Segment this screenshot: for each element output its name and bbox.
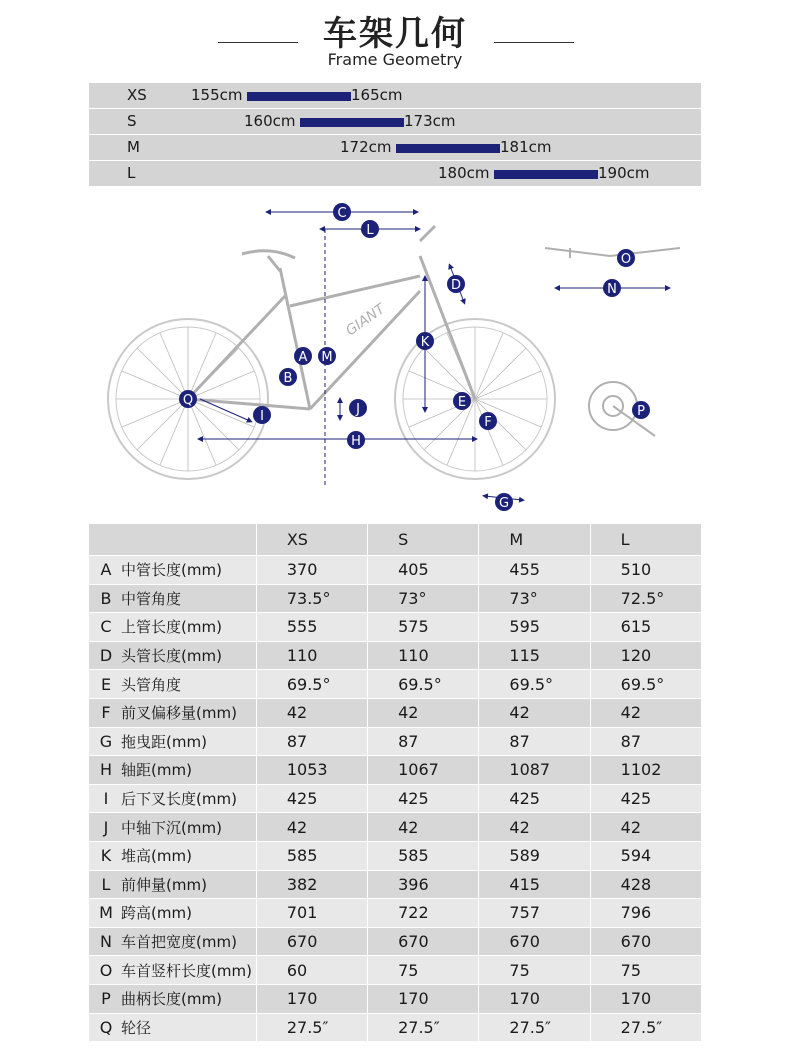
table-row: [89, 613, 701, 642]
header-blank-cell: [89, 524, 256, 556]
value-cell: 87: [479, 727, 590, 756]
dimension-name: 中管长度(mm): [121, 561, 222, 580]
size-label: L: [127, 164, 136, 182]
dimension-name: 上管长度(mm): [121, 618, 222, 637]
height-range-bar: [396, 144, 500, 153]
value-cell: 370: [256, 556, 367, 585]
svg-text:J: J: [356, 402, 360, 417]
value-cell: 87: [256, 727, 367, 756]
dimension-letter: A: [100, 560, 112, 580]
svg-text:G: G: [498, 496, 510, 511]
svg-text:F: F: [484, 415, 492, 430]
dimension-letter: F: [101, 703, 111, 723]
height-range-bar: [300, 118, 404, 127]
height-range-bar: [494, 170, 598, 179]
value-cell: 69.5°: [368, 670, 479, 699]
marker-k: [416, 332, 434, 350]
size-label: M: [127, 138, 140, 156]
value-cell: 1067: [368, 756, 479, 785]
value-cell: 575: [368, 613, 479, 642]
value-cell: 27.5″: [590, 1013, 701, 1042]
table-row: [89, 956, 701, 985]
svg-text:D: D: [450, 278, 462, 293]
table-row: [89, 670, 701, 699]
table-row: [89, 1013, 701, 1042]
dimension-name: 车首竖杆长度(mm): [121, 961, 252, 980]
size-row-xs: [89, 83, 701, 108]
height-max: 173cm: [404, 112, 456, 130]
value-cell: 69.5°: [256, 670, 367, 699]
value-cell: 555: [256, 613, 367, 642]
marker-d: [447, 275, 465, 293]
marker-o: [617, 249, 635, 267]
value-cell: 75: [590, 956, 701, 985]
value-cell: 722: [368, 899, 479, 928]
value-cell: 796: [590, 899, 701, 928]
value-cell: 27.5″: [368, 1013, 479, 1042]
row-label-cell: [89, 613, 256, 642]
value-cell: 42: [256, 813, 367, 842]
dimension-name: 前伸量(mm): [121, 875, 207, 894]
table-row: [89, 984, 701, 1013]
row-label-cell: [89, 641, 256, 670]
table-row: [89, 698, 701, 727]
value-cell: 87: [368, 727, 479, 756]
row-label-cell: [89, 899, 256, 928]
size-chart: [89, 83, 701, 187]
value-cell: 75: [368, 956, 479, 985]
value-cell: 120: [590, 641, 701, 670]
svg-text:N: N: [607, 282, 617, 297]
column-header: XS: [256, 524, 367, 556]
dimension-markers: [179, 203, 650, 511]
dimension-name: 头管长度(mm): [121, 647, 222, 666]
svg-text:C: C: [337, 206, 347, 221]
marker-l: [361, 220, 379, 238]
svg-text:M: M: [321, 350, 333, 365]
page-title: 车架几何: [323, 14, 467, 54]
dimension-letter: I: [103, 789, 109, 809]
value-cell: 170: [256, 984, 367, 1013]
height-max: 165cm: [351, 86, 403, 104]
table-row: [89, 841, 701, 870]
value-cell: 1102: [590, 756, 701, 785]
dimension-letter: O: [99, 960, 113, 980]
dimension-name: 曲柄长度(mm): [121, 990, 222, 1009]
height-min: 155cm: [191, 86, 243, 104]
dimension-name: 中管角度: [121, 589, 182, 608]
page-header: [0, 0, 790, 80]
value-cell: 585: [368, 841, 479, 870]
marker-b: [279, 368, 297, 386]
row-label-cell: [89, 870, 256, 899]
table-header-row: [89, 524, 701, 556]
value-cell: 415: [479, 870, 590, 899]
value-cell: 42: [368, 698, 479, 727]
table-row: [89, 813, 701, 842]
size-label: S: [127, 112, 137, 130]
value-cell: 670: [256, 927, 367, 956]
svg-text:A: A: [298, 350, 308, 365]
value-cell: 42: [590, 698, 701, 727]
table-row: [89, 584, 701, 613]
marker-h: [347, 431, 365, 449]
value-cell: 110: [256, 641, 367, 670]
value-cell: 455: [479, 556, 590, 585]
marker-m: [318, 347, 336, 365]
bike-geometry-diagram: [100, 196, 700, 521]
handlebar-drawing: [545, 248, 680, 258]
marker-q: [179, 390, 197, 408]
page-subtitle: Frame Geometry: [327, 50, 463, 69]
row-label-cell: [89, 784, 256, 813]
marker-g: [495, 493, 513, 511]
value-cell: 425: [479, 784, 590, 813]
marker-j: [349, 399, 367, 417]
marker-e: [453, 392, 471, 410]
height-max: 181cm: [500, 138, 552, 156]
dimension-name: 轴距(mm): [121, 761, 192, 780]
row-label-cell: [89, 698, 256, 727]
value-cell: 405: [368, 556, 479, 585]
svg-text:Q: Q: [182, 393, 194, 408]
table-row: [89, 899, 701, 928]
row-label-cell: [89, 841, 256, 870]
marker-a: [294, 347, 312, 365]
value-cell: 110: [368, 641, 479, 670]
table-row: [89, 784, 701, 813]
height-min: 172cm: [340, 138, 392, 156]
dimension-letter: B: [100, 588, 112, 608]
value-cell: 585: [256, 841, 367, 870]
dimension-name: 堆高(mm): [121, 847, 192, 866]
row-label-cell: [89, 984, 256, 1013]
row-label-cell: [89, 1013, 256, 1042]
value-cell: 594: [590, 841, 701, 870]
row-label-cell: [89, 927, 256, 956]
value-cell: 42: [590, 813, 701, 842]
value-cell: 170: [590, 984, 701, 1013]
row-label-cell: [89, 813, 256, 842]
dimension-name: 中轴下沉(mm): [121, 818, 222, 837]
value-cell: 73°: [479, 584, 590, 613]
value-cell: 115: [479, 641, 590, 670]
geometry-table: [89, 524, 701, 1042]
marker-p: [632, 401, 650, 419]
value-cell: 595: [479, 613, 590, 642]
svg-text:B: B: [283, 371, 293, 386]
size-row-m: [89, 135, 701, 160]
table-row: [89, 641, 701, 670]
dimension-name: 拖曳距(mm): [121, 732, 207, 751]
dimension-letter: H: [99, 760, 113, 780]
height-max: 190cm: [598, 164, 650, 182]
dimension-letter: P: [101, 989, 111, 1009]
marker-c: [333, 203, 351, 221]
height-range-bar: [247, 92, 351, 101]
value-cell: 701: [256, 899, 367, 928]
dimension-name: 前叉偏移量(mm): [121, 704, 237, 723]
value-cell: 670: [368, 927, 479, 956]
dimension-letter: J: [103, 817, 109, 837]
dimension-letter: Q: [99, 1017, 113, 1037]
value-cell: 72.5°: [590, 584, 701, 613]
row-label-cell: [89, 556, 256, 585]
marker-i: [253, 406, 271, 424]
table-row: [89, 927, 701, 956]
svg-text:I: I: [260, 409, 264, 424]
value-cell: 589: [479, 841, 590, 870]
value-cell: 42: [256, 698, 367, 727]
value-cell: 1087: [479, 756, 590, 785]
value-cell: 42: [479, 813, 590, 842]
row-label-cell: [89, 756, 256, 785]
frame-brand-logo: GIANT: [343, 301, 389, 340]
marker-f: [479, 412, 497, 430]
marker-n: [603, 279, 621, 297]
svg-text:O: O: [620, 252, 632, 267]
value-cell: 425: [368, 784, 479, 813]
svg-text:P: P: [637, 404, 645, 419]
table-row: [89, 756, 701, 785]
value-cell: 396: [368, 870, 479, 899]
value-cell: 73°: [368, 584, 479, 613]
dimension-name: 头管角度: [121, 675, 182, 694]
value-cell: 73.5°: [256, 584, 367, 613]
svg-text:K: K: [420, 335, 430, 350]
table-row: [89, 870, 701, 899]
column-header: M: [479, 524, 590, 556]
dimension-letter: K: [100, 846, 112, 866]
dimension-letter: C: [100, 617, 112, 637]
value-cell: 615: [590, 613, 701, 642]
value-cell: 69.5°: [479, 670, 590, 699]
height-min: 160cm: [244, 112, 296, 130]
value-cell: 1053: [256, 756, 367, 785]
dimension-letter: L: [101, 874, 111, 894]
dimension-letter: N: [100, 932, 112, 952]
value-cell: 69.5°: [590, 670, 701, 699]
dimension-name: 后下叉长度(mm): [121, 790, 237, 809]
value-cell: 60: [256, 956, 367, 985]
value-cell: 425: [256, 784, 367, 813]
value-cell: 670: [479, 927, 590, 956]
row-label-cell: [89, 727, 256, 756]
row-label-cell: [89, 670, 256, 699]
value-cell: 170: [368, 984, 479, 1013]
value-cell: 42: [368, 813, 479, 842]
value-cell: 27.5″: [479, 1013, 590, 1042]
svg-text:E: E: [457, 395, 467, 410]
table-row: [89, 556, 701, 585]
value-cell: 87: [590, 727, 701, 756]
height-min: 180cm: [438, 164, 490, 182]
size-row-s: [89, 109, 701, 134]
dimension-name: 跨高(mm): [121, 904, 192, 923]
svg-text:L: L: [366, 223, 374, 238]
column-header: L: [590, 524, 701, 556]
svg-text:H: H: [351, 434, 361, 449]
value-cell: 42: [479, 698, 590, 727]
size-label: XS: [127, 86, 147, 104]
size-row-l: [89, 161, 701, 186]
dimension-name: 轮径: [121, 1018, 152, 1037]
dimension-name: 车首把宽度(mm): [121, 933, 237, 952]
table-row: [89, 727, 701, 756]
row-label-cell: [89, 584, 256, 613]
value-cell: 27.5″: [256, 1013, 367, 1042]
value-cell: 75: [479, 956, 590, 985]
value-cell: 428: [590, 870, 701, 899]
value-cell: 382: [256, 870, 367, 899]
value-cell: 425: [590, 784, 701, 813]
bike-frame: [188, 226, 475, 409]
value-cell: 170: [479, 984, 590, 1013]
value-cell: 670: [590, 927, 701, 956]
dimension-letter: E: [100, 674, 112, 694]
value-cell: 510: [590, 556, 701, 585]
dimension-letter: G: [99, 731, 113, 751]
column-header: S: [368, 524, 479, 556]
row-label-cell: [89, 956, 256, 985]
dimension-letter: D: [99, 646, 113, 666]
value-cell: 757: [479, 899, 590, 928]
dimension-letter: M: [99, 903, 113, 923]
